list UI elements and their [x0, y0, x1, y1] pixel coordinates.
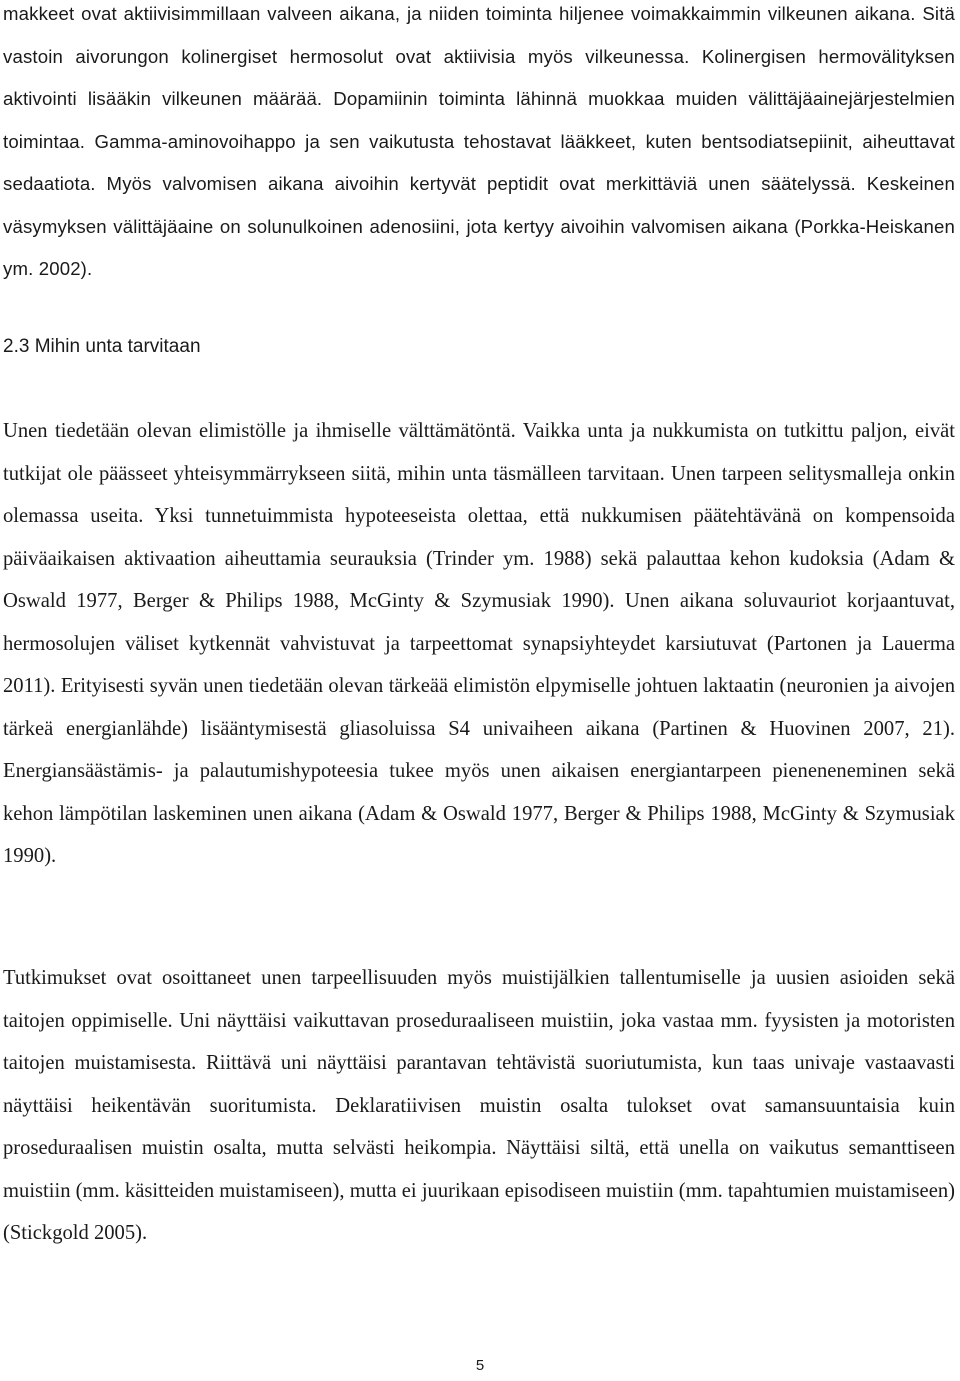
paragraph-sleep-regulation: makkeet ovat aktiivisimmillaan valveen aikana, ja niiden toiminta hiljenee voimakkaimmin vilkeunen aikana. Sitä vastoin aivorungon kolinergiset hermosolut ovat aktiivisia myös vilkeunessa. Kolinergisen hermovälityksen aktivointi lisääkin vilkeunen määrää. Dopamiinin toiminta lähinnä muokkaa muiden välittäjäainejärjestelmien toimintaa. Gamma-aminovoihappo ja sen vaikutusta tehostavat lääkkeet, kuten bentsodiatsepiinit, aiheuttavat sedaatiota. Myös valvomisen aikana aivoihin kertyvät peptidit ovat merkittäviä unen säätelyssä. Keskeinen väsymyksen välittäjäaine on solunulkoinen adenosiini, jota kertyy aivoihin valvomisen aikana (Porkka-Heiskanen ym. 2002). [3, 3, 955, 279]
page-number: 5 [475, 1357, 485, 1374]
paragraph-sleep-need: Unen tiedetään olevan elimistölle ja ihmiselle välttämätöntä. Vaikka unta ja nukkumista on tutkittu paljon, eivät tutkijat ole päässeet yhteisymmärrykseen siitä, mihin unta täsmälleen tarvitaan. Unen tarpeen selitysmalleja onkin olemassa useita. Yksi tunnetuimmista hypoteeseista olettaa, että nukkumisen päätehtävänä on kompensoida päiväaikaisen aktivaation aiheuttamia seurauksia (Trinder ym. 1988) sekä palauttaa kehon kudoksia (Adam & Oswald 1977, Berger & Philips 1988, McGinty & Szymusiak 1990). Unen aikana soluvauriot korjaantuvat, hermosolujen väliset kytkennät vahvistuvat ja tarpeettomat synapsiyhteydet karsiutuvat (Partonen ja Lauerma 2011). Erityisesti syvän unen tiedetään olevan tärkeää elimistön elpymiselle johtuen laktaatin (neuronien ja aivojen tärkeä energianlähde) lisääntymisestä gliasoluissa S4 univaiheen aikana (Partinen & Huovinen 2007, 21). Energiansäästämis- ja palautumishypoteesia tukee myös unen aikaisen energiantarpeen pieneneneminen sekä kehon lämpötilan laskeminen unen aikana (Adam & Oswald 1977, Berger & Philips 1988, McGinty & Szymusiak 1990). [3, 420, 955, 867]
section-heading: 2.3 Mihin unta tarvitaan [3, 336, 201, 357]
paragraph-sleep-memory: Tutkimukset ovat osoittaneet unen tarpeellisuuden myös muistijälkien tallentumiselle ja uusien asioiden sekä taitojen oppimiselle. Uni näyttäisi vaikuttavan proseduraaliseen muistiin, joka vastaa mm. fyysisten ja motoristen taitojen muistamisesta. Riittävä uni näyttäisi parantavan tehtävistä suoriutumista, kun taas univaje vastaavasti näyttäisi heikentävän suoritumista. Deklaratiivisen muistin osalta tulokset ovat samansuuntaisia kuin proseduraalisen muistin osalta, mutta selvästi heikompia. Näyttäisi siltä, että unella on vaikutus semanttiseen muistiin (mm. käsitteiden muistamiseen), mutta ei juurikaan episodiseen muistiin (mm. tapahtumien muistamiseen) (Stickgold 2005). [3, 967, 955, 1244]
